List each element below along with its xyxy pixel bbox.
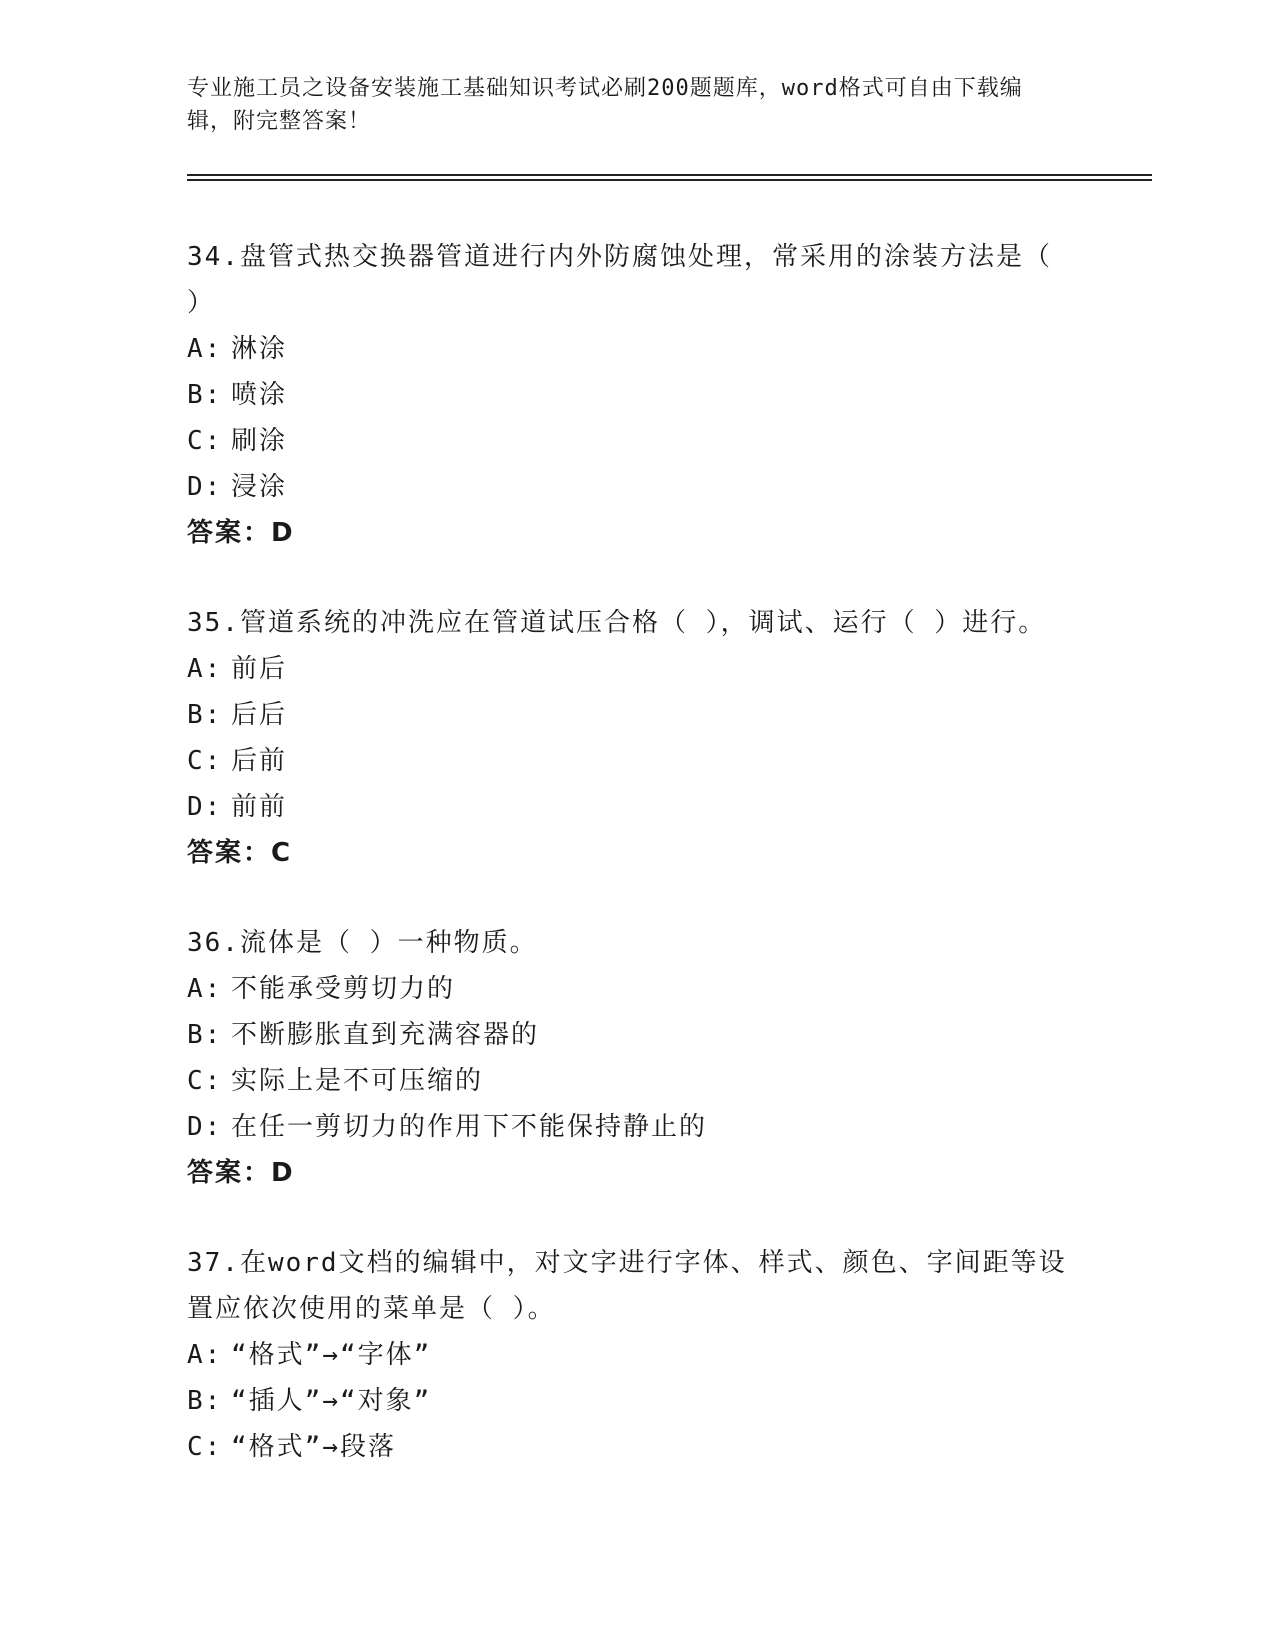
option-text: 后前 (231, 746, 288, 776)
option-text: 喷涂 (231, 380, 288, 410)
answer-line: 答案：C (187, 838, 293, 868)
option-key: B: (187, 700, 223, 730)
question-stem: 35.管道系统的冲洗应在管道试压合格（ ），调试、运行（ ）进行。 (187, 608, 1047, 638)
option-key: B: (187, 380, 223, 410)
option-d (187, 464, 1152, 510)
option-text: 前后 (231, 654, 288, 684)
option-c (187, 1424, 1152, 1470)
option-c (187, 1058, 1152, 1104)
question-35 (187, 600, 1152, 876)
option-text: 在任一剪切力的作用下不能保持静止的 (231, 1112, 708, 1142)
option-key: D: (187, 1112, 223, 1142)
option-key: D: (187, 472, 223, 502)
option-d (187, 1104, 1152, 1150)
question-36 (187, 920, 1152, 1196)
option-a (187, 326, 1152, 372)
option-a (187, 646, 1152, 692)
option-text: 不能承受剪切力的 (231, 974, 456, 1004)
option-text: “插人”→“对象” (231, 1386, 432, 1416)
option-c (187, 418, 1152, 464)
option-key: C: (187, 1066, 223, 1096)
question-stem: 34.盘管式热交换器管道进行内外防腐蚀处理，常采用的涂装方法是（ ） (187, 242, 1052, 318)
header-divider (187, 174, 1152, 181)
option-text: 浸涂 (231, 472, 288, 502)
option-key: B: (187, 1020, 223, 1050)
option-key: C: (187, 746, 223, 776)
option-key: A: (187, 654, 223, 684)
document-page (187, 72, 1152, 1470)
option-key: C: (187, 1432, 223, 1462)
answer-line: 答案：D (187, 1158, 295, 1188)
option-d (187, 784, 1152, 830)
question-stem: 37.在word文档的编辑中，对文字进行字体、样式、颜色、字间距等设置应依次使用的菜单是（ ）。 (187, 1248, 1067, 1324)
question-37 (187, 1240, 1152, 1470)
option-b (187, 692, 1152, 738)
option-a (187, 1332, 1152, 1378)
option-c (187, 738, 1152, 784)
question-stem: 36.流体是（ ）一种物质。 (187, 928, 538, 958)
question-34 (187, 234, 1152, 556)
answer-line: 答案：D (187, 518, 295, 548)
option-text: “格式”→“字体” (231, 1340, 432, 1370)
option-key: A: (187, 974, 223, 1004)
option-text: 不断膨胀直到充满容器的 (231, 1020, 540, 1050)
option-key: B: (187, 1386, 223, 1416)
option-key: A: (187, 334, 223, 364)
option-b (187, 372, 1152, 418)
option-text: 实际上是不可压缩的 (231, 1066, 484, 1096)
option-key: C: (187, 426, 223, 456)
option-a (187, 966, 1152, 1012)
option-b (187, 1378, 1152, 1424)
option-text: “格式”→段落 (231, 1432, 396, 1462)
option-text: 淋涂 (231, 334, 288, 364)
option-text: 刷涂 (231, 426, 288, 456)
option-key: D: (187, 792, 223, 822)
option-text: 前前 (231, 792, 288, 822)
option-b (187, 1012, 1152, 1058)
option-key: A: (187, 1340, 223, 1370)
document-header-title: 专业施工员之设备安装施工基础知识考试必刷200题题库，word格式可自由下载编辑，附完整答案！ (187, 76, 1023, 134)
option-text: 后后 (231, 700, 288, 730)
